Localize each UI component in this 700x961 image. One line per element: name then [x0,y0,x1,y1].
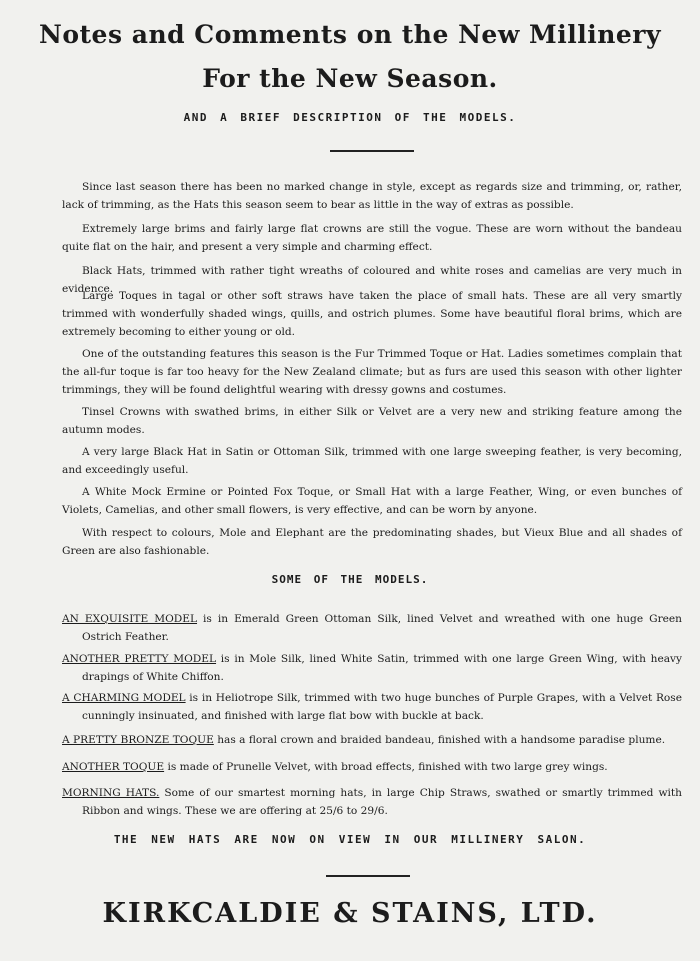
note-paragraph: One of the outstanding features this season is the Fur Trimmed Toque or Hat. Ladies sometimes complain that the all-fur toque is far too heavy for the New Zealand climate; but as furs are used this season with other lighter trimmings, they will be found delightful wearing with dressy gowns and costumes. [62,348,682,396]
model-entry [62,689,682,725]
model-lead: ANOTHER PRETTY MODEL [62,653,217,665]
model-text: Some of our smartest morning hats, in large Chip Straws, swathed or smartly trimmed with Ribbon and wings. These we are offering at 25/6 to 29/6. [82,787,682,817]
model-entry [62,731,682,749]
note-paragraph: A very large Black Hat in Satin or Ottoman Silk, trimmed with one large sweeping feather, is very becoming, and exceedingly useful. [62,446,682,476]
footer-divider [326,875,410,877]
models-heading: SOME OF THE MODELS. [271,573,429,586]
model-lead: AN EXQUISITE MODEL [62,613,198,625]
note-paragraph: Extremely large brims and fairly large flat crowns are still the vogue. These are worn without the bandeau quite flat on the hair, and present a very simple and charming effect. [62,223,682,253]
model-entry [62,784,682,820]
subtitle: AND A BRIEF DESCRIPTION OF THE MODELS. [183,111,517,124]
note-paragraph: Black Hats, trimmed with rather tight wreaths of coloured and white roses and camelias are very much in evidence. [62,265,682,295]
model-text: is made of Prunelle Velvet, with broad effects, finished with two large grey wings. [164,761,608,773]
note-paragraph: Tinsel Crowns with swathed brims, in either Silk or Velvet are a very new and striking feature among the autumn modes. [62,406,682,436]
model-entry [62,610,682,646]
model-text: is in Emerald Green Ottoman Silk, lined Velvet and wreathed with one huge Green Ostrich Feather. [82,613,682,643]
store-brand: KIRKCALDIE & STAINS, LTD. [102,898,598,929]
model-lead: MORNING HATS. [62,787,160,799]
view-notice: THE NEW HATS ARE NOW ON VIEW IN OUR MILLINERY SALON. [113,833,587,846]
title-line-1: Notes and Comments on the New Millinery [38,20,661,49]
note-paragraph: A White Mock Ermine or Pointed Fox Toque, or Small Hat with a large Feather, Wing, or even bunches of Violets, Camelias, and other small flowers, is very effective, and can be worn by anyone. [62,486,682,516]
model-text: is in Mole Silk, lined White Satin, trimmed with one large Green Wing, with heavy drapings of White Chiffon. [82,653,682,683]
note-paragraph: Since last season there has been no marked change in style, except as regards size and trimming, or, rather, lack of trimming, as the Hats this season seem to bear as little in the way of extras as possible. [62,181,682,211]
model-entry [62,758,682,776]
note-paragraph: With respect to colours, Mole and Elephant are the predominating shades, but Vieux Blue and all shades of Green are also fashionable. [62,527,682,557]
model-lead: A PRETTY BRONZE TOQUE [62,734,214,746]
header-divider [330,150,414,152]
model-text: is in Heliotrope Silk, trimmed with two huge bunches of Purple Grapes, with a Velvet Rose cunningly insinuated, and finished with large flat bow with buckle at back. [82,692,682,722]
title-line-2: For the New Season. [202,64,498,93]
model-lead: A CHARMING MODEL [62,692,186,704]
model-lead: ANOTHER TOQUE [62,761,165,773]
note-paragraph: Large Toques in tagal or other soft straws have taken the place of small hats. These are all very smartly trimmed with wonderfully shaded wings, quills, and ostrich plumes. Some have beautiful floral brims, which are extremely becoming to either young or old. [62,290,682,338]
model-text: has a floral crown and braided bandeau, finished with a handsome paradise plume. [213,734,666,746]
model-entry [62,650,682,686]
